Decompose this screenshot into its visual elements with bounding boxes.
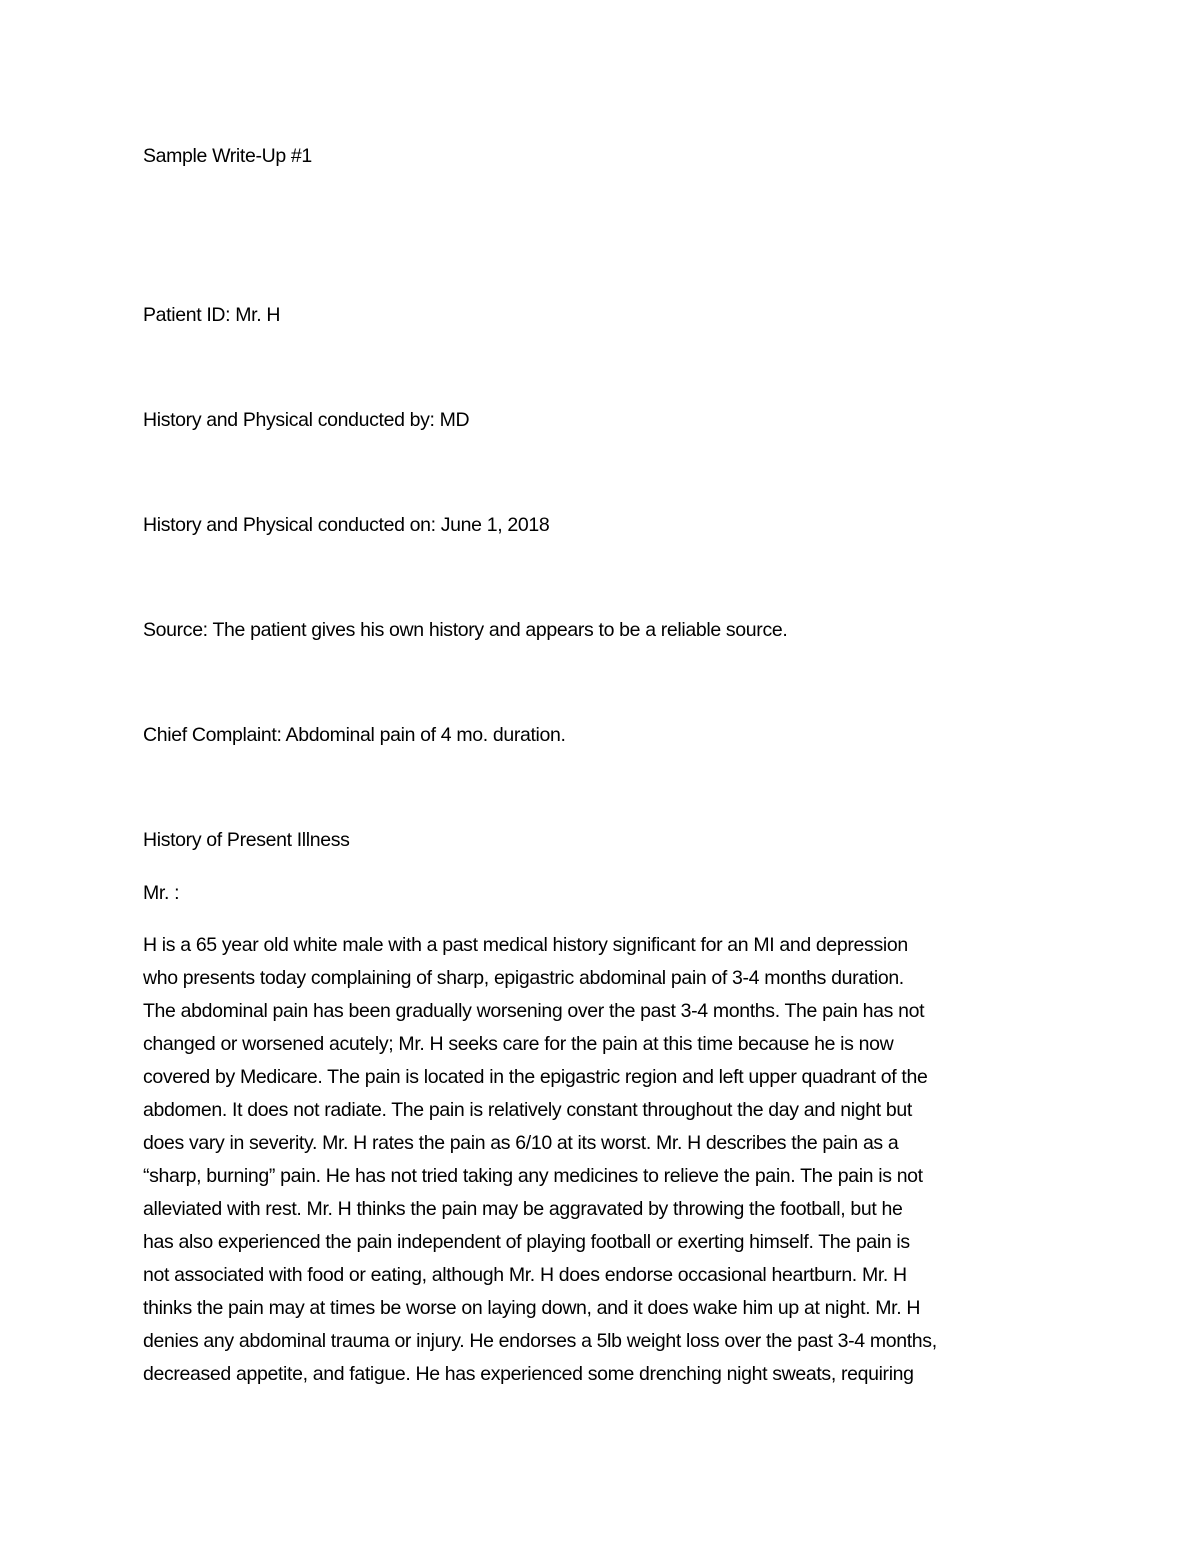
hpi-line: changed or worsened acutely; Mr. H seeks care for the pain at this time because he is now [143, 1033, 894, 1055]
hpi-line: denies any abdominal trauma or injury. He endorses a 5lb weight loss over the past 3-4 months, [143, 1330, 937, 1352]
hpi-line: covered by Medicare. The pain is located in the epigastric region and left upper quadrant of the [143, 1066, 928, 1088]
conducted-by: History and Physical conducted by: MD [143, 409, 470, 431]
hpi-salutation: Mr. : [143, 882, 180, 904]
hpi-line: H is a 65 year old white male with a past medical history significant for an MI and depression [143, 934, 908, 956]
hpi-line: has also experienced the pain independent of playing football or exerting himself. The pain is [143, 1231, 910, 1253]
hpi-body [143, 932, 1063, 1394]
hpi-line: alleviated with rest. Mr. H thinks the pain may be aggravated by throwing the football, but he [143, 1198, 903, 1220]
conducted-on: History and Physical conducted on: June 1, 2018 [143, 514, 550, 536]
hpi-line: thinks the pain may at times be worse on laying down, and it does wake him up at night. Mr. H [143, 1297, 921, 1319]
hpi-line: abdomen. It does not radiate. The pain is relatively constant throughout the day and night but [143, 1099, 912, 1121]
patient-id: Patient ID: Mr. H [143, 304, 281, 326]
hpi-line: “sharp, burning” pain. He has not tried taking any medicines to relieve the pain. The pain is not [143, 1165, 923, 1187]
hpi-line: decreased appetite, and fatigue. He has experienced some drenching night sweats, requiring [143, 1363, 914, 1385]
hpi-heading: History of Present Illness [143, 829, 350, 851]
hpi-line: not associated with food or eating, although Mr. H does endorse occasional heartburn. Mr. H [143, 1264, 907, 1286]
source-statement: Source: The patient gives his own history and appears to be a reliable source. [143, 619, 788, 641]
hpi-line: who presents today complaining of sharp, epigastric abdominal pain of 3-4 months duration. [143, 967, 904, 989]
hpi-line: does vary in severity. Mr. H rates the pain as 6/10 at its worst. Mr. H describes the pain as a [143, 1132, 899, 1154]
document-title: Sample Write-Up #1 [143, 145, 312, 167]
chief-complaint: Chief Complaint: Abdominal pain of 4 mo. duration. [143, 724, 566, 746]
hpi-line: The abdominal pain has been gradually worsening over the past 3-4 months. The pain has not [143, 1000, 925, 1022]
